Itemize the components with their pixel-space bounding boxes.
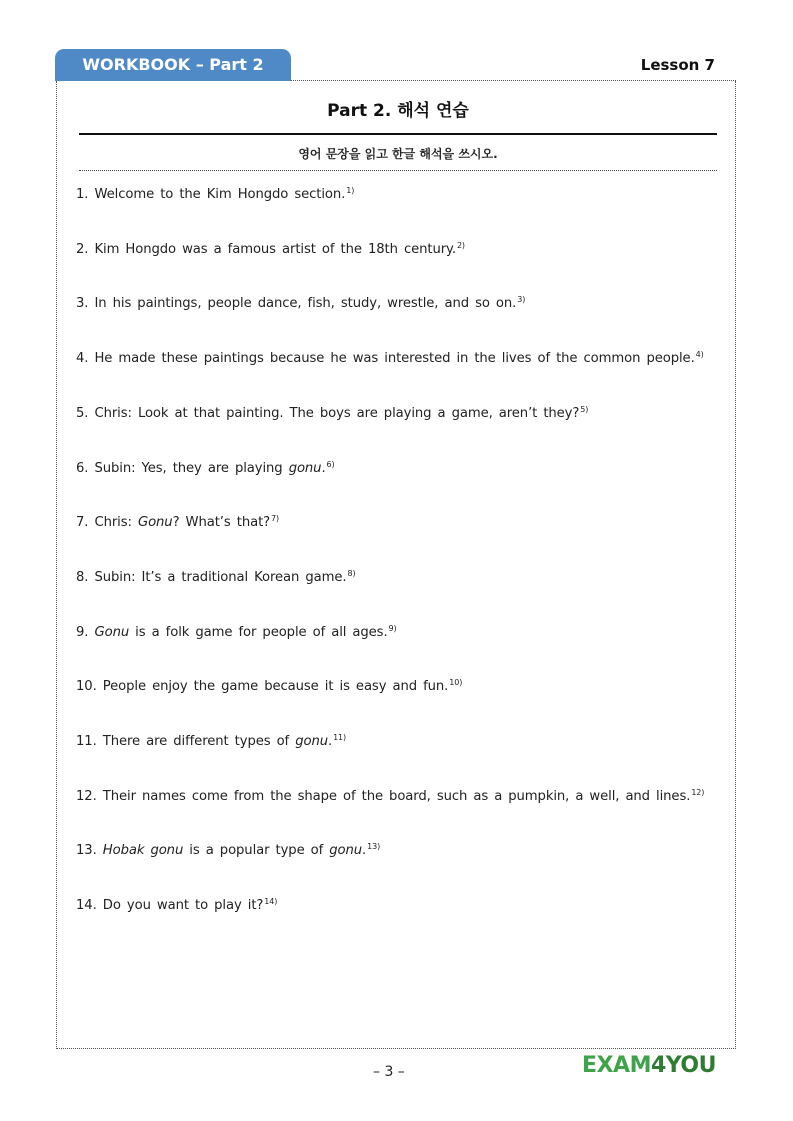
question-text: People enjoy the game because it is easy and fun. — [102, 679, 449, 695]
footnote-marker: 6) — [326, 459, 335, 469]
question-item — [76, 734, 346, 749]
title-divider — [79, 133, 717, 135]
question-text: Subin: It’s a traditional Korean game. — [94, 569, 347, 585]
logo-text-4you: 4YOU — [650, 1053, 716, 1078]
question-text: is a folk game for people of all ages. — [129, 624, 388, 640]
question-number: 11. — [76, 734, 97, 749]
question-number: 5. — [76, 405, 89, 421]
question-italic-text: gonu — [329, 843, 363, 859]
question-italic-text: gonu — [288, 460, 322, 476]
question-item — [76, 406, 588, 421]
question-text: is a popular type of — [183, 843, 330, 859]
footnote-marker: 14) — [264, 897, 278, 907]
question-item — [76, 515, 279, 530]
question-item — [76, 242, 465, 257]
question-number: 9. — [76, 624, 89, 640]
question-text: Do you want to play it? — [102, 898, 264, 914]
instruction-text: 영어 문장을 읽고 한글 해석을 쓰시오. — [298, 147, 498, 161]
question-item — [76, 625, 397, 640]
question-text: Chris: Look at that painting. The boys are playing a game, aren’t they? — [94, 405, 580, 421]
question-number: 7. — [76, 515, 89, 531]
question-text: Chris: — [94, 515, 138, 531]
question-item — [76, 296, 525, 311]
question-number: 10. — [76, 679, 97, 695]
question-number: 12. — [76, 788, 97, 804]
instruction-divider — [79, 170, 717, 171]
question-number: 6. — [76, 460, 89, 476]
question-text: Welcome to the Kim Hongdo section. — [94, 187, 346, 202]
question-text: . — [362, 843, 367, 859]
footnote-marker: 12) — [691, 787, 705, 797]
question-text: . — [327, 734, 333, 749]
question-item — [76, 351, 704, 366]
question-item — [76, 570, 356, 585]
question-text: In his paintings, people dance, fish, study, wrestle, and so on. — [94, 296, 517, 312]
question-item — [76, 679, 462, 694]
footnote-marker: 13) — [367, 842, 381, 852]
footnote-marker: 2) — [456, 240, 465, 250]
footnote-marker: 8) — [347, 568, 356, 578]
question-number: 13. — [76, 843, 97, 859]
question-italic-text: Hobak gonu — [102, 843, 184, 859]
question-item — [76, 789, 704, 804]
question-text: There are different types of — [102, 734, 296, 749]
question-number: 8. — [76, 569, 89, 585]
brand-logo — [582, 1053, 716, 1078]
question-item — [76, 187, 354, 202]
question-italic-text: Gonu — [137, 515, 173, 531]
question-number: 3. — [76, 296, 89, 312]
lesson-label: Lesson 7 — [640, 56, 715, 74]
question-text: Subin: Yes, they are playing — [94, 460, 289, 476]
footnote-marker: 9) — [388, 623, 397, 633]
footnote-marker: 7) — [271, 514, 280, 524]
question-number: 4. — [76, 351, 89, 367]
question-text: He made these paintings because he was interested in the lives of the common people. — [94, 351, 695, 367]
question-text: Kim Hongdo was a famous artist of the 18th century. — [94, 241, 456, 257]
footnote-marker: 5) — [580, 404, 589, 414]
question-number: 14. — [76, 898, 97, 914]
logo-text-exam: EXAM — [582, 1053, 651, 1078]
question-italic-text: gonu — [295, 734, 328, 749]
question-number: 2. — [76, 241, 89, 257]
question-item — [76, 461, 335, 476]
workbook-tab: WORKBOOK – Part 2 — [55, 49, 291, 81]
question-text: . — [321, 460, 326, 476]
footnote-marker: 1) — [346, 186, 355, 195]
page-number: – 3 – — [373, 1064, 405, 1080]
question-italic-text: Gonu — [94, 624, 130, 640]
question-item — [76, 843, 380, 858]
footnote-marker: 3) — [517, 295, 526, 305]
footnote-marker: 4) — [695, 350, 704, 360]
footnote-marker: 11) — [333, 733, 347, 742]
page-title: Part 2. 해석 연습 — [327, 101, 469, 121]
question-item — [76, 898, 277, 913]
question-number: 1. — [76, 187, 89, 202]
footnote-marker: 10) — [449, 678, 463, 688]
question-text: Their names come from the shape of the board, such as a pumpkin, a well, and lines. — [102, 788, 691, 804]
question-text: ? What’s that? — [172, 515, 271, 531]
